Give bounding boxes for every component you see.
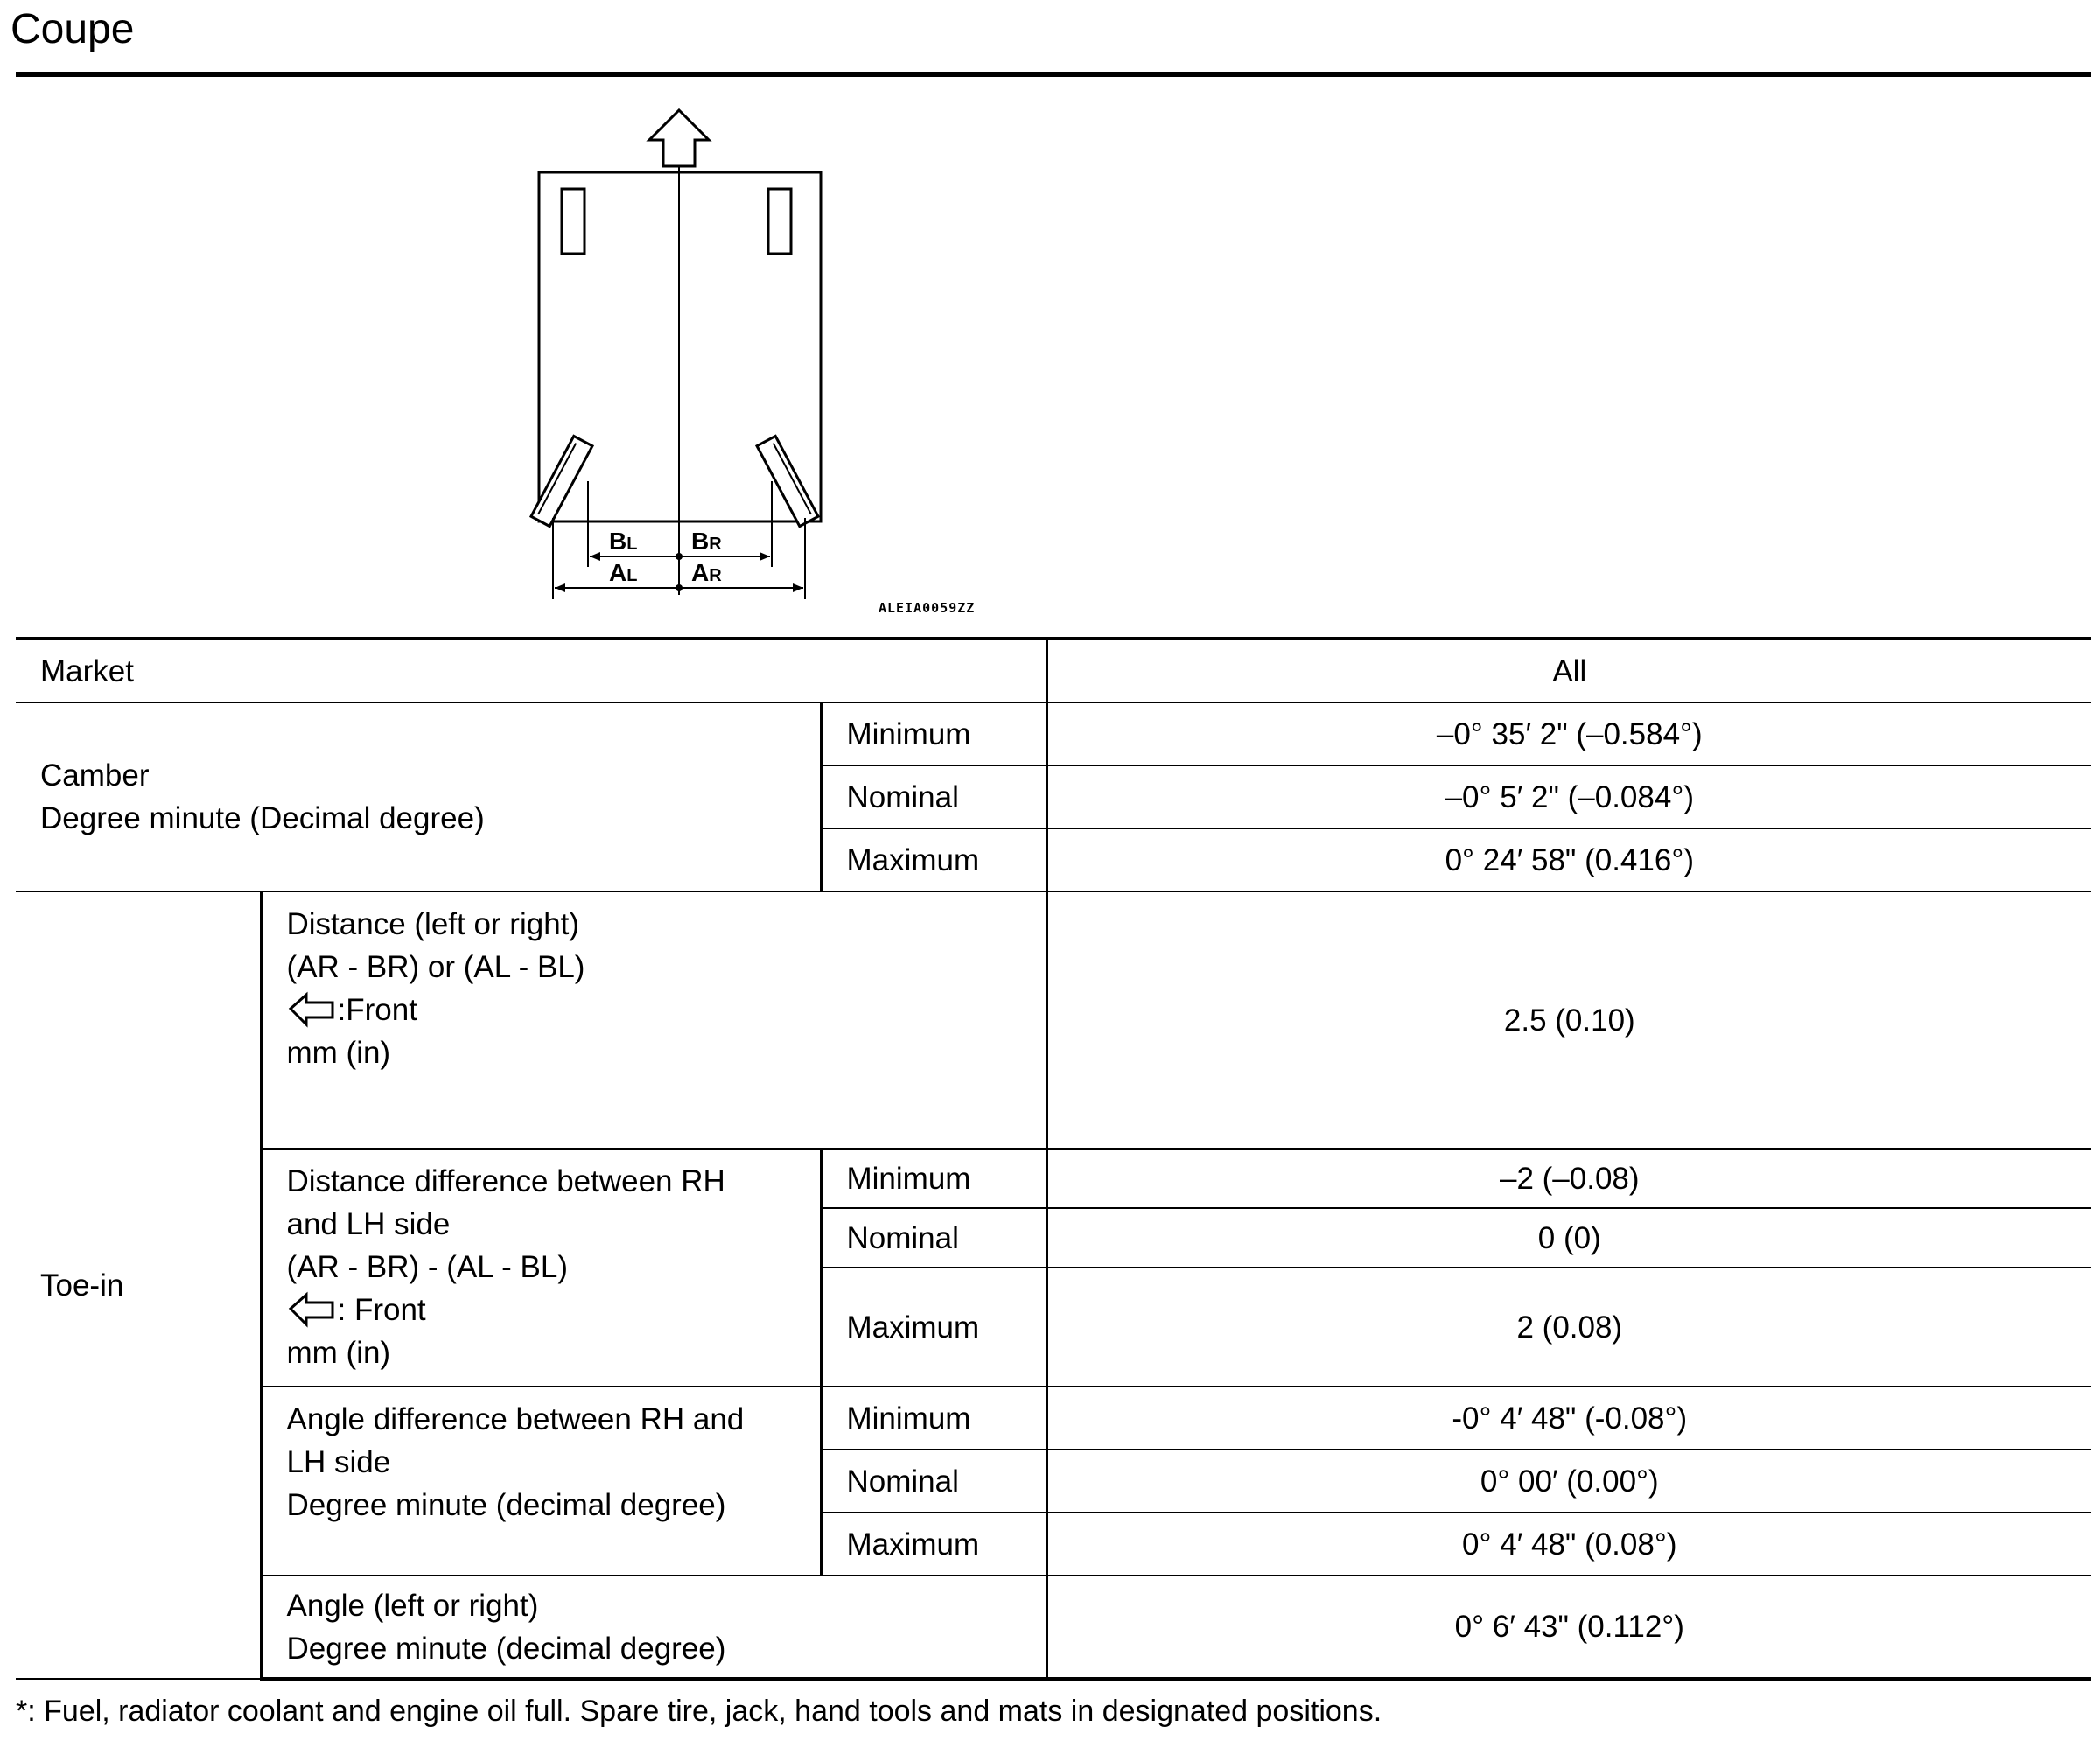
toe-anglediff-max-value: 0° 4′ 48" (0.08°) (1046, 1513, 2091, 1576)
toe-in-diagram (516, 105, 1041, 630)
label-br: BR (691, 528, 722, 555)
toe-angle-value: 0° 6′ 43" (0.112°) (1046, 1576, 2091, 1679)
table-row-toe-angle (16, 1576, 2091, 1679)
front-arrow-icon (649, 110, 709, 166)
toe-distdiff-nominal-label: Nominal (821, 1208, 1046, 1268)
toe-distance-diff-label: Distance difference between RH and LH side (AR - BR) - (AL - BL) : Front mm (in) (261, 1149, 821, 1387)
page-title: Coupe (10, 6, 135, 52)
toe-angle-label: Angle (left or right) Degree minute (decimal degree) (261, 1576, 1046, 1679)
toe-distance-label: Distance (left or right) (AR - BR) or (AL - BL) :Front mm (in) (261, 891, 1046, 1149)
table-row-toe-distdiff-min (16, 1149, 2091, 1208)
toe-distdiff-min-label: Minimum (821, 1149, 1046, 1208)
camber-nominal-label: Nominal (821, 765, 1046, 828)
label-ar: AR (691, 559, 722, 586)
toe-distdiff-nominal-value: 0 (0) (1046, 1208, 2091, 1268)
camber-max-label: Maximum (821, 828, 1046, 891)
toe-distdiff-min-value: –2 (–0.08) (1046, 1149, 2091, 1208)
wheel-alignment-table (16, 637, 2091, 1681)
camber-label: Camber Degree minute (Decimal degree) (16, 702, 821, 891)
toe-distdiff-max-value: 2 (0.08) (1046, 1268, 2091, 1387)
label-bl: BL (609, 528, 638, 555)
toe-distance-value: 2.5 (0.10) (1046, 891, 2091, 1149)
table-row-toe-distance (16, 891, 2091, 1149)
footnote: *: Fuel, radiator coolant and engine oil full. Spare tire, jack, hand tools and mats in designated positions. (16, 1695, 1382, 1728)
toe-in-label: Toe-in (16, 891, 261, 1679)
camber-max-value: 0° 24′ 58" (0.416°) (1046, 828, 2091, 891)
table-row-toe-anglediff-min (16, 1387, 2091, 1450)
table-row-camber-min (16, 702, 2091, 765)
front-arrow-icon (287, 1291, 336, 1330)
toe-anglediff-nominal-label: Nominal (821, 1450, 1046, 1513)
camber-nominal-value: –0° 5′ 2" (–0.084°) (1046, 765, 2091, 828)
front-arrow-icon (287, 991, 336, 1030)
market-label: Market (16, 639, 1046, 702)
market-value: All (1046, 639, 2091, 702)
camber-min-label: Minimum (821, 702, 1046, 765)
title-divider (16, 72, 2091, 77)
table-row-market (16, 639, 2091, 702)
label-al: AL (609, 559, 638, 586)
diagram-code: ALEIA0059ZZ (878, 600, 976, 616)
toe-anglediff-max-label: Maximum (821, 1513, 1046, 1576)
toe-angle-diff-label: Angle difference between RH and LH side Degree minute (decimal degree) (261, 1387, 821, 1576)
toe-anglediff-nominal-value: 0° 00′ (0.00°) (1046, 1450, 2091, 1513)
toe-in-diagram-svg (516, 105, 1041, 630)
camber-min-value: –0° 35′ 2" (–0.584°) (1046, 702, 2091, 765)
toe-distdiff-max-label: Maximum (821, 1268, 1046, 1387)
toe-anglediff-min-value: -0° 4′ 48" (-0.08°) (1046, 1387, 2091, 1450)
toe-anglediff-min-label: Minimum (821, 1387, 1046, 1450)
